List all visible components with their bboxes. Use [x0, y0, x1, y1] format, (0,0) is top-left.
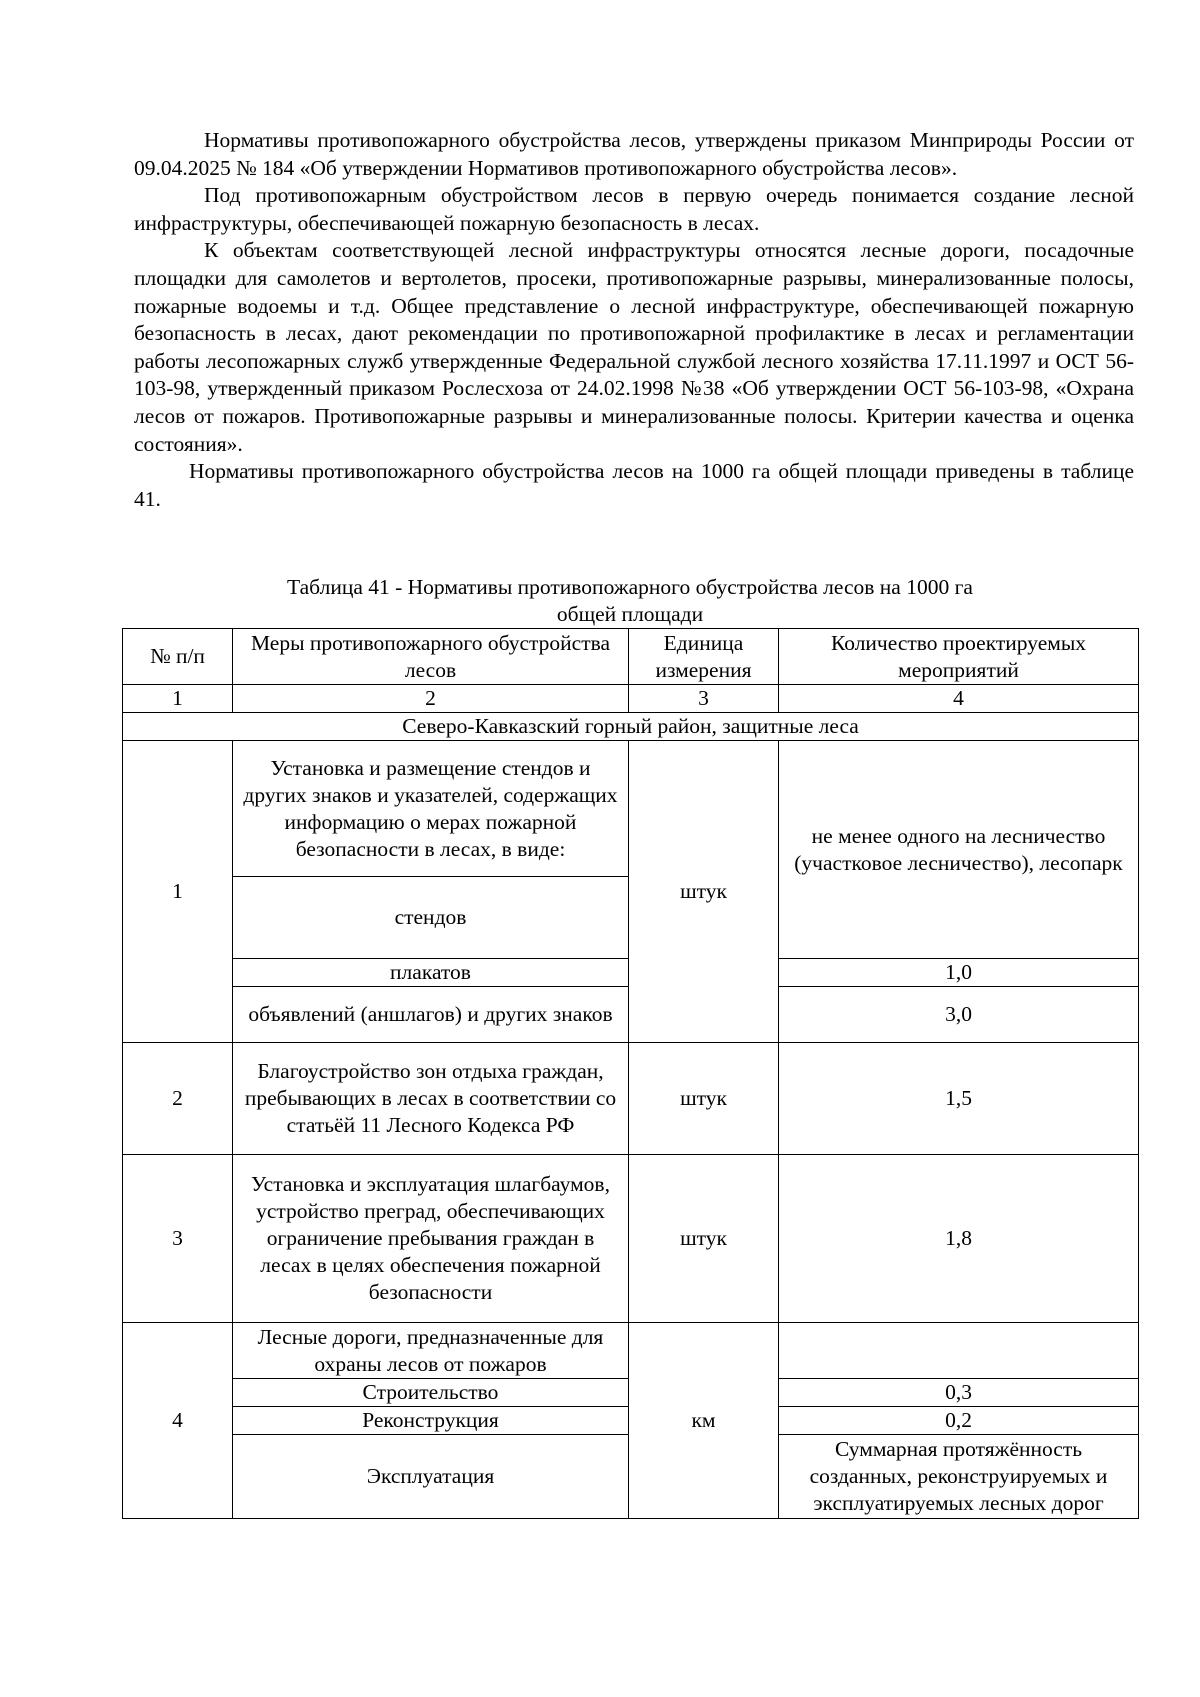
numbering-cell: 2	[233, 685, 629, 713]
row-number-cell: 3	[123, 1155, 233, 1323]
measure-cell: Установка и размещение стендов и других знаков и указателей, содержащих информацию о мерах пожарной безопасности в лесах, в виде:	[233, 741, 629, 877]
table-row	[123, 1323, 1139, 1379]
header-cell-qty: Количество проектируемых мероприятий	[779, 629, 1139, 685]
measure-cell: Благоустройство зон отдыха граждан, пребывающих в лесах в соответствии со статьёй 11 Лесного Кодекса РФ	[233, 1043, 629, 1155]
qty-cell: 0,3	[779, 1379, 1139, 1407]
table-section-row	[123, 713, 1139, 741]
measure-cell: Реконструкция	[233, 1407, 629, 1435]
measure-cell: объявлений (аншлагов) и других знаков	[233, 987, 629, 1043]
header-cell-num: № п/п	[123, 629, 233, 685]
numbering-cell: 3	[629, 685, 779, 713]
unit-cell: км	[629, 1323, 779, 1519]
qty-cell: Суммарная протяжённость созданных, реконструируемых и эксплуатируемых лесных дорог	[779, 1435, 1139, 1519]
norms-table	[122, 628, 1139, 1519]
row-number-cell: 1	[123, 741, 233, 1043]
measure-cell: Установка и эксплуатация шлагбаумов, устройство преград, обеспечивающих ограничение пребывания граждан в лесах в целях обеспечения пожарной безопасности	[233, 1155, 629, 1323]
measure-cell: Строительство	[233, 1379, 629, 1407]
table-caption	[122, 574, 1138, 628]
caption-line: общей площади	[556, 602, 704, 626]
unit-cell: штук	[629, 1155, 779, 1323]
table-row	[123, 1155, 1139, 1323]
qty-cell: 1,5	[779, 1043, 1139, 1155]
qty-cell	[779, 1323, 1139, 1379]
numbering-cell: 1	[123, 685, 233, 713]
qty-cell: 0,2	[779, 1407, 1139, 1435]
row-number-cell: 2	[123, 1043, 233, 1155]
caption-line: Таблица 41 - Нормативы противопожарного обустройства лесов на 1000 га	[287, 575, 973, 599]
paragraph: Под противопожарным обустройством лесов в первую очередь понимается создание лесной инфраструктуры, обеспечивающей пожарную безопасность в лесах.	[134, 183, 1134, 235]
header-cell-measure: Меры противопожарного обустройства лесов	[233, 629, 629, 685]
measure-cell: плакатов	[233, 959, 629, 987]
body-text	[134, 127, 1134, 513]
table-row	[123, 1043, 1139, 1155]
unit-cell: штук	[629, 741, 779, 1043]
table-header-row	[123, 629, 1139, 685]
measure-cell: стендов	[233, 877, 629, 959]
qty-cell: 1,8	[779, 1155, 1139, 1323]
row-number-cell: 4	[123, 1323, 233, 1519]
paragraph: Нормативы противопожарного обустройства лесов, утверждены приказом Минприроды России от 09.04.2025 № 184 «Об утверждении Нормативов противопожарного обустройства лесов».	[134, 128, 1134, 180]
paragraph: К объектам соответствующей лесной инфраструктуры относятся лесные дороги, посадочные площадки для самолетов и вертолетов, просеки, противопожарные разрывы, минерализованные полосы, пожарные водоемы и т.д. Общее представление о лесной инфраструктуре, обеспечивающей пожарную безопасность в лесах, дают рекомендации по противопожарной профилактике в лесах и регламентации работы лесопожарных служб утвержденные Федеральной службой лесного хозяйства 17.11.1997 и ОСТ 56-103-98, утвержденный приказом Рослесхоза от 24.02.1998 №38 «Об утверждении ОСТ 56-103-98, «Охрана лесов от пожаров. Противопожарные разрывы и минерализованные полосы. Критерии качества и оценка состояния».	[134, 238, 1134, 456]
qty-cell: не менее одного на лесничество (участковое лесничество), лесопарк	[779, 741, 1139, 959]
unit-cell: штук	[629, 1043, 779, 1155]
table-numbering-row	[123, 685, 1139, 713]
header-cell-unit: Единица измерения	[629, 629, 779, 685]
numbering-cell: 4	[779, 685, 1139, 713]
table-row	[123, 741, 1139, 877]
measure-cell: Эксплуатация	[233, 1435, 629, 1519]
paragraph: Нормативы противопожарного обустройства лесов на 1000 га общей площади приведены в таблице 41.	[134, 459, 1134, 511]
measure-cell: Лесные дороги, предназначенные для охраны лесов от пожаров	[233, 1323, 629, 1379]
section-cell: Северо-Кавказский горный район, защитные леса	[123, 713, 1139, 741]
qty-cell: 1,0	[779, 959, 1139, 987]
qty-cell: 3,0	[779, 987, 1139, 1043]
